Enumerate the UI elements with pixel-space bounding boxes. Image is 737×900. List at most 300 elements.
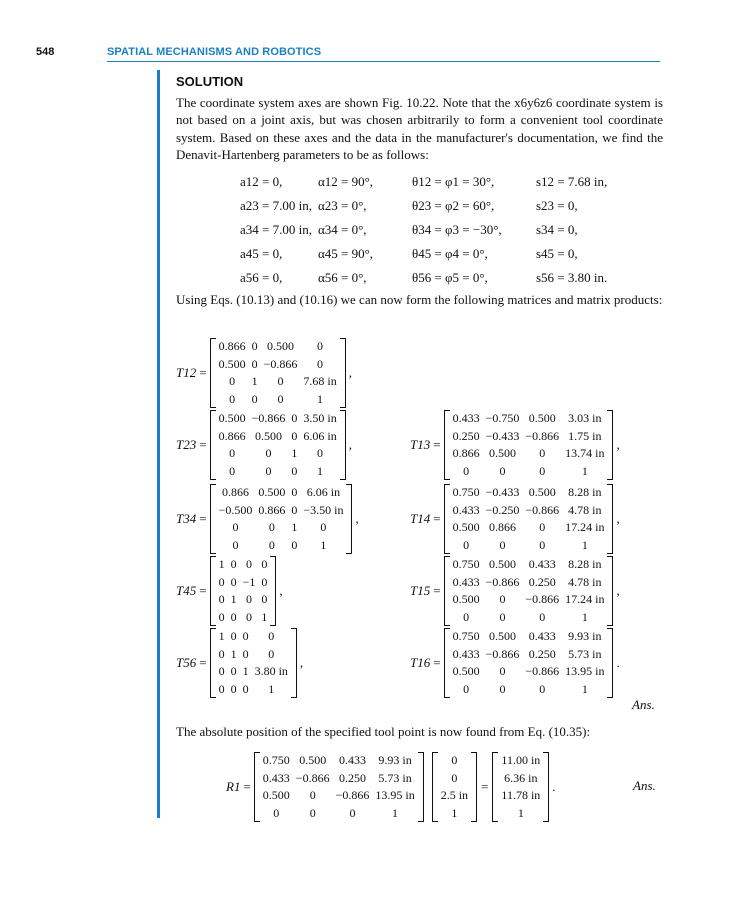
matrix-cell: 0 [229, 374, 236, 389]
matrix-row [216, 391, 340, 409]
matrix-eq-T14 [410, 484, 620, 554]
matrix-cell: −0.866 [525, 592, 560, 607]
matrix-row [216, 681, 291, 699]
matrix-cell: 1 [291, 520, 298, 535]
matrix-cell: 0 [499, 592, 506, 607]
matrix-T16 [444, 628, 614, 698]
matrix-end-punct: , [616, 511, 620, 526]
matrix-cell: 0.433 [528, 557, 556, 572]
final-end-punct: . [552, 779, 556, 794]
matrix-cell: 6.36 in [504, 770, 538, 785]
matrix-cell: 0 [232, 520, 239, 535]
matrix-cell: 0 [291, 485, 298, 500]
matrix-cell: 0 [242, 681, 249, 696]
matrix-row [260, 787, 418, 805]
matrix-cell: 0.500 [488, 557, 516, 572]
matrix-label: T45 [176, 583, 197, 598]
matrix-cell: 1 [268, 681, 275, 696]
matrix-eq-T12 [176, 338, 352, 408]
matrix-cell: 0.433 [338, 753, 366, 768]
matrix-T16-final-grid [260, 752, 418, 822]
matrix-cell: 0 [230, 664, 237, 679]
matrix-cell: 0.500 [488, 629, 516, 644]
matrix-cell: 0 [499, 537, 506, 552]
matrix-cell: 0 [539, 537, 546, 552]
matrix-cell: 0 [463, 609, 470, 624]
matrix-cell: 1 [581, 463, 588, 478]
matrix-cell: 0.250 [528, 646, 556, 661]
dh-cell: α23 = 0°, [317, 198, 367, 213]
matrix-row [216, 428, 340, 446]
matrix-row [450, 663, 608, 681]
matrix-cell: 0 [251, 339, 258, 354]
matrix-cell: 0 [499, 664, 506, 679]
matrix-cell: 1 [251, 374, 258, 389]
matrix-row [498, 787, 543, 805]
result-vector [492, 752, 549, 822]
matrix-cell: 0 [230, 609, 237, 624]
matrix-row [216, 537, 347, 555]
matrix-row [216, 484, 347, 502]
ans-label-R1: Ans. [633, 778, 656, 793]
matrix-cell: 9.93 in [568, 629, 602, 644]
matrix-T45 [210, 556, 277, 626]
matrix-T34-grid [216, 484, 347, 554]
dh-row [240, 170, 613, 194]
matrix-label: T12 [176, 365, 197, 380]
matrix-row [450, 591, 608, 609]
matrix-cell: 0.866 [218, 428, 246, 443]
matrix-T15 [444, 556, 614, 626]
matrix-cell: 17.24 in [565, 592, 605, 607]
dh-cell: a45 = 0, [240, 246, 283, 261]
matrix-row [450, 502, 608, 520]
matrix-end-punct: . [616, 655, 620, 670]
matrix-cell: 0 [291, 537, 298, 552]
matrix-cell: 0 [261, 557, 268, 572]
matrix-cell: 0.433 [452, 502, 480, 517]
matrix-row [260, 752, 418, 770]
matrix-row [450, 537, 608, 555]
matrix-cell: 0.500 [218, 411, 246, 426]
matrix-cell: 0 [245, 609, 252, 624]
dh-cell: a23 = 7.00 in, [240, 198, 312, 213]
dh-cell: a34 = 7.00 in, [240, 222, 312, 237]
matrix-cell: 0 [291, 428, 298, 443]
matrix-row [450, 556, 608, 574]
matrix-row [438, 805, 471, 823]
matrix-cell: 0 [251, 356, 258, 371]
matrix-cell: 0 [539, 446, 546, 461]
matrix-cell: 11.78 in [501, 788, 541, 803]
matrix-cell: −0.866 [263, 356, 298, 371]
matrix-cell: 0.250 [452, 428, 480, 443]
matrix-cell: 0 [291, 411, 298, 426]
matrix-cell: 0 [463, 681, 470, 696]
matrix-cell: 0.866 [488, 520, 516, 535]
matrix-cell: −3.50 in [303, 502, 344, 517]
matrix-cell: 1 [218, 629, 225, 644]
matrix-cell: 0.866 [221, 485, 249, 500]
matrix-cell: 0 [218, 609, 225, 624]
matrix-cell: 0.433 [262, 770, 290, 785]
matrix-eq-T56 [176, 628, 303, 698]
matrix-T14 [444, 484, 614, 554]
matrix-cell: −0.866 [335, 788, 370, 803]
matrix-row [438, 770, 471, 788]
matrix-cell: 3.03 in [568, 411, 602, 426]
matrix-cell: 0 [229, 391, 236, 406]
tool-point-vector-grid [438, 752, 471, 822]
equals-sign: = [433, 511, 441, 526]
matrix-row [450, 628, 608, 646]
matrix-cell: 0.433 [452, 646, 480, 661]
matrix-cell: −0.866 [525, 502, 560, 517]
matrix-row [450, 428, 608, 446]
matrix-label: T16 [410, 655, 431, 670]
matrix-cell: 0 [245, 592, 252, 607]
result-vector-grid [498, 752, 543, 822]
matrix-row [450, 646, 608, 664]
matrix-cell: −0.866 [525, 664, 560, 679]
header-rule [107, 61, 660, 62]
matrix-row [216, 628, 291, 646]
dh-cell: s12 = 7.68 in, [535, 174, 608, 189]
matrix-cell: −0.866 [525, 428, 560, 443]
matrix-eq-T16 [410, 628, 620, 698]
matrix-cell: 0 [242, 646, 249, 661]
matrix-row [438, 752, 471, 770]
equals-sign: = [433, 583, 441, 598]
equals-sign: = [199, 365, 207, 380]
matrix-cell: 0 [451, 753, 458, 768]
matrix-cell: 9.93 in [378, 753, 412, 768]
matrix-eq-T45 [176, 556, 283, 626]
matrix-eq-T34 [176, 484, 359, 554]
matrix-end-punct: , [348, 365, 352, 380]
matrix-cell: 0 [245, 557, 252, 572]
matrix-cell: 0.500 [299, 753, 327, 768]
matrix-cell: 0.500 [254, 428, 282, 443]
matrix-row [216, 574, 271, 592]
matrix-cell: 4.78 in [568, 502, 602, 517]
matrix-end-punct: , [279, 583, 283, 598]
matrix-cell: −0.500 [218, 502, 253, 517]
matrix-cell: 5.73 in [378, 770, 412, 785]
page-number: 548 [36, 46, 55, 58]
matrix-cell: 1.75 in [568, 428, 602, 443]
matrix-cell: 0 [268, 646, 275, 661]
r1-label: R1 [226, 779, 241, 794]
dh-cell: s34 = 0, [535, 222, 578, 237]
dh-row [240, 194, 613, 218]
matrix-cell: 0 [251, 391, 258, 406]
matrix-cell: 0.250 [528, 574, 556, 589]
solution-heading: SOLUTION [176, 74, 244, 89]
matrix-row [216, 556, 271, 574]
matrix-end-punct: , [616, 583, 620, 598]
equals-sign: = [481, 779, 489, 794]
matrix-cell: 1 [317, 391, 324, 406]
matrix-cell: 0 [273, 805, 280, 820]
matrix-cell: 0.433 [452, 411, 480, 426]
matrix-cell: 7.68 in [303, 374, 337, 389]
matrix-row [450, 445, 608, 463]
matrix-label: T34 [176, 511, 197, 526]
matrix-cell: 0.500 [488, 446, 516, 461]
matrix-cell: 0.500 [452, 520, 480, 535]
matrix-cell: 0 [499, 681, 506, 696]
matrix-cell: 0.750 [262, 753, 290, 768]
matrix-cell: 0 [261, 574, 268, 589]
matrix-cell: 1 [392, 805, 399, 820]
matrix-cell: 0.500 [258, 485, 286, 500]
matrix-cell: 0.500 [452, 664, 480, 679]
matrix-cell: 0.433 [528, 629, 556, 644]
matrix-cell: 0 [317, 339, 324, 354]
matrix-row [438, 787, 471, 805]
dh-cell: α34 = 0°, [317, 222, 367, 237]
matrix-cell: 4.78 in [568, 574, 602, 589]
matrix-cell: 0 [229, 463, 236, 478]
matrix-cell: 0 [268, 629, 275, 644]
matrix-cell: 0 [265, 446, 272, 461]
matrix-cell: 1 [581, 681, 588, 696]
matrix-cell: 0.250 [338, 770, 366, 785]
equals-sign: = [199, 583, 207, 598]
matrix-cell: 13.95 in [375, 788, 415, 803]
equals-sign: = [199, 437, 207, 452]
matrix-cell: −0.250 [485, 502, 520, 517]
matrix-row [498, 752, 543, 770]
matrix-cell: −0.866 [485, 646, 520, 661]
matrix-cell: 0 [539, 463, 546, 478]
matrix-row [216, 356, 340, 374]
matrix-cell: 0 [232, 537, 239, 552]
matrix-row [216, 591, 271, 609]
matrix-label: T56 [176, 655, 197, 670]
ans-label-T16: Ans. [632, 697, 655, 712]
matrix-cell: 0 [317, 356, 324, 371]
page-header [0, 40, 737, 62]
equals-sign: = [199, 511, 207, 526]
matrix-cell: 0.500 [452, 592, 480, 607]
dh-cell: θ12 = φ1 = 30°, [411, 174, 495, 189]
matrix-cell: 0.500 [528, 485, 556, 500]
matrix-cell: 0.433 [452, 574, 480, 589]
matrix-cell: 1 [320, 537, 327, 552]
matrix-cell: 1 [291, 446, 298, 461]
dh-parameter-table [240, 170, 613, 290]
matrix-cell: 0 [539, 520, 546, 535]
matrix-row [216, 373, 340, 391]
matrix-cell: −0.866 [485, 574, 520, 589]
dh-cell: s23 = 0, [535, 198, 578, 213]
equals-sign: = [433, 655, 441, 670]
matrix-T45-grid [216, 556, 271, 626]
matrix-cell: 1 [581, 537, 588, 552]
matrix-cell: 0 [277, 391, 284, 406]
matrix-row [216, 663, 291, 681]
matrix-cell: 0 [242, 629, 249, 644]
matrix-cell: 0 [268, 537, 275, 552]
solution-side-bar [157, 70, 160, 818]
matrix-row [216, 410, 340, 428]
matrix-T14-grid [450, 484, 608, 554]
matrix-row [260, 770, 418, 788]
equals-sign: = [199, 655, 207, 670]
matrix-label: T23 [176, 437, 197, 452]
matrix-cell: 1 [317, 463, 324, 478]
matrices-intro-paragraph: Using Eqs. (10.13) and (10.16) we can now form the following matrices and matrix products: [176, 292, 663, 307]
matrix-cell: 0 [230, 681, 237, 696]
matrix-cell: 0 [539, 681, 546, 696]
matrix-cell: 0 [230, 557, 237, 572]
matrix-cell: 0.750 [452, 557, 480, 572]
matrix-cell: 8.28 in [568, 485, 602, 500]
matrix-end-punct: , [355, 511, 359, 526]
matrix-cell: 0 [309, 805, 316, 820]
matrix-cell: 1 [230, 646, 237, 661]
matrix-row [216, 502, 347, 520]
matrix-T56-grid [216, 628, 291, 698]
matrix-cell: −0.433 [485, 485, 520, 500]
matrix-cell: −0.866 [295, 770, 330, 785]
matrix-cell: 0.500 [262, 788, 290, 803]
position-paragraph: The absolute position of the specified tool point is now found from Eq. (10.35): [176, 724, 591, 739]
matrix-row [216, 646, 291, 664]
matrix-eq-T23 [176, 410, 352, 480]
matrix-cell: 8.28 in [568, 557, 602, 572]
matrix-T13-grid [450, 410, 608, 480]
matrix-row [498, 805, 543, 823]
dh-row [240, 242, 613, 266]
matrix-cell: 0.866 [258, 502, 286, 517]
matrix-cell: 0 [265, 463, 272, 478]
matrix-cell: 0 [229, 446, 236, 461]
matrix-cell: 6.06 in [303, 428, 337, 443]
matrix-row [450, 410, 608, 428]
matrix-cell: 0 [539, 609, 546, 624]
matrix-eq-T15 [410, 556, 620, 626]
dh-cell: α45 = 90°, [317, 246, 374, 261]
matrix-T56 [210, 628, 297, 698]
matrix-cell: 0 [218, 681, 225, 696]
matrix-row [450, 609, 608, 627]
matrix-T16-final [254, 752, 424, 822]
matrix-cell: 0 [261, 592, 268, 607]
dh-cell: θ56 = φ5 = 0°, [411, 270, 488, 285]
dh-cell: θ23 = φ2 = 60°, [411, 198, 495, 213]
matrix-row [498, 770, 543, 788]
dh-cell: θ45 = φ4 = 0°, [411, 246, 488, 261]
dh-cell: θ34 = φ3 = −30°, [411, 222, 502, 237]
matrix-row [450, 681, 608, 699]
equals-sign: = [433, 437, 441, 452]
matrix-cell: 0.500 [528, 411, 556, 426]
dh-cell: α56 = 0°, [317, 270, 367, 285]
matrix-cell: 0 [463, 537, 470, 552]
matrix-cell: 0 [268, 520, 275, 535]
dh-cell: a12 = 0, [240, 174, 283, 189]
matrix-cell: 0 [499, 463, 506, 478]
dh-row [240, 266, 613, 290]
matrix-cell: 0 [499, 609, 506, 624]
matrix-cell: 0.866 [218, 339, 246, 354]
matrix-row [260, 805, 418, 823]
matrix-cell: 0 [451, 770, 458, 785]
matrix-end-punct: , [348, 437, 352, 452]
matrix-cell: 11.00 in [501, 753, 541, 768]
matrix-T34 [210, 484, 353, 554]
matrix-row [216, 463, 340, 481]
matrix-cell: 3.50 in [303, 411, 337, 426]
matrix-cell: 0.500 [218, 356, 246, 371]
matrix-cell: 1 [218, 557, 225, 572]
matrix-cell: 0 [320, 520, 327, 535]
matrix-cell: 13.74 in [565, 446, 605, 461]
matrix-row [216, 519, 347, 537]
matrix-cell: 0.750 [452, 629, 480, 644]
matrix-cell: 0 [218, 664, 225, 679]
dh-cell: s56 = 3.80 in. [535, 270, 608, 285]
matrix-cell: 0 [230, 629, 237, 644]
matrix-row [450, 484, 608, 502]
matrix-row [216, 445, 340, 463]
matrix-cell: 0 [463, 463, 470, 478]
matrix-cell: 0 [309, 788, 316, 803]
matrix-cell: 1 [230, 592, 237, 607]
matrix-cell: 6.06 in [306, 485, 341, 500]
intro-paragraph: The coordinate system axes are shown Fig. 10.22. Note that the x6y6z6 coordinate system is not based on a joint axis, but was chosen arbitrarily to form a convenient tool coordinate system. Based on these axes and the data in the manufacturer's documentation, we find the Denavit-Hartenberg parameters to be as follows: [176, 95, 663, 163]
matrix-cell: 5.73 in [568, 646, 602, 661]
matrix-label: T13 [410, 437, 431, 452]
matrix-cell: 0 [317, 446, 324, 461]
matrix-label: T14 [410, 511, 431, 526]
matrix-eq-T13 [410, 410, 620, 480]
matrix-row [216, 609, 271, 627]
matrix-cell: 0 [291, 502, 298, 517]
matrix-cell: −0.866 [251, 411, 286, 426]
matrix-cell: 0 [291, 463, 298, 478]
matrix-cell: 1 [451, 805, 458, 820]
matrix-cell: 0 [218, 592, 225, 607]
matrix-cell: −0.750 [485, 411, 520, 426]
matrix-cell: 0.750 [452, 485, 480, 500]
dh-cell: s45 = 0, [535, 246, 578, 261]
matrix-T16-grid [450, 628, 608, 698]
matrix-cell: 3.80 in [254, 664, 288, 679]
matrix-cell: 0.866 [452, 446, 480, 461]
matrix-cell: 17.24 in [565, 520, 605, 535]
matrix-T23-grid [216, 410, 340, 480]
matrix-cell: 1 [261, 609, 268, 624]
matrix-cell: 2.5 in [440, 788, 469, 803]
matrix-row [216, 338, 340, 356]
running-title: SPATIAL MECHANISMS AND ROBOTICS [107, 46, 322, 58]
matrix-cell: 1 [581, 609, 588, 624]
equals-sign: = [243, 779, 251, 794]
matrix-cell: 0 [277, 374, 284, 389]
matrix-cell: 0 [218, 646, 225, 661]
matrix-cell: −0.433 [485, 428, 520, 443]
matrix-row [450, 463, 608, 481]
final-position-equation [226, 752, 556, 822]
matrix-cell: 0 [218, 574, 225, 589]
matrix-row [450, 519, 608, 537]
matrix-cell: 0 [230, 574, 237, 589]
matrix-cell: 1 [517, 805, 524, 820]
